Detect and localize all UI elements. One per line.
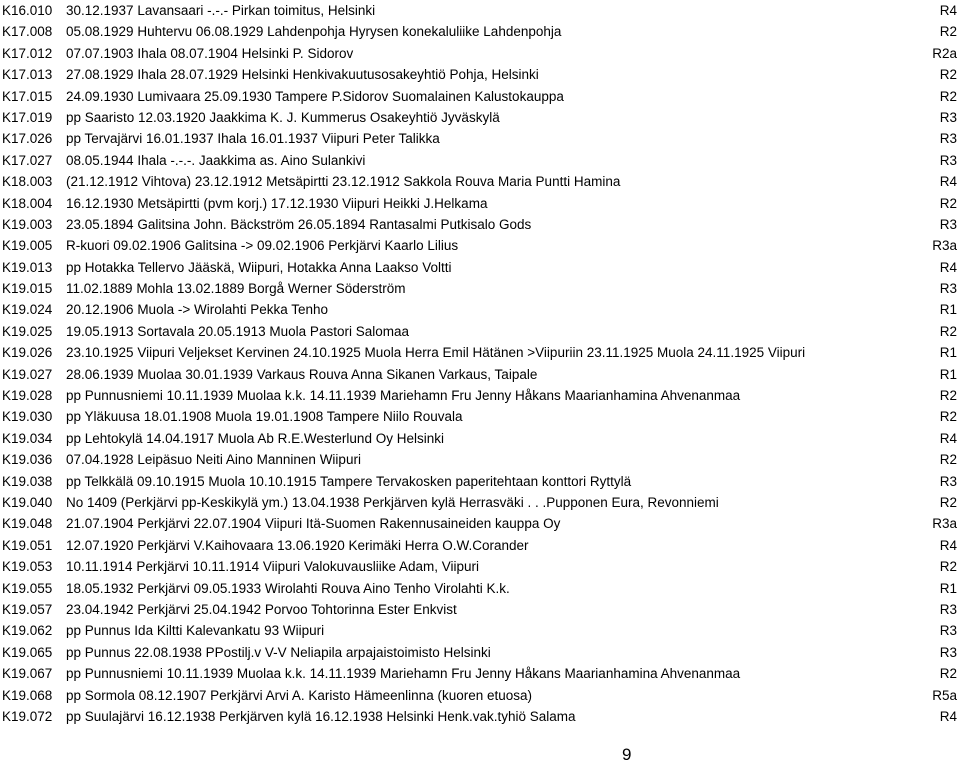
item-code: K19.015 — [2, 281, 53, 297]
item-rarity: R3 — [939, 281, 957, 297]
catalog-row — [0, 235, 960, 256]
item-description: pp Telkkälä 09.10.1915 Muola 10.10.1915 Tampere Tervakosken paperitehtaan konttori Ryttylä — [66, 473, 632, 489]
item-description: pp Punnus 22.08.1938 PPostilj.v V-V Neliapila arpajaistoimisto Helsinki — [66, 644, 491, 660]
item-rarity: R1 — [939, 366, 957, 382]
catalog-row — [0, 150, 960, 171]
item-code: K17.026 — [2, 131, 53, 147]
item-description: 23.05.1894 Galitsina John. Bäckström 26.05.1894 Rantasalmi Putkisalo Gods — [66, 216, 532, 232]
catalog-row — [0, 171, 960, 192]
item-code: K17.027 — [2, 152, 53, 168]
catalog-row — [0, 471, 960, 492]
item-description: 08.05.1944 Ihala -.-.-. Jaakkima as. Aino Sulankivi — [66, 152, 366, 168]
item-rarity: R3a — [932, 238, 957, 254]
item-code: K19.051 — [2, 537, 53, 553]
catalog-row — [0, 706, 960, 727]
catalog-row — [0, 107, 960, 128]
item-rarity: R2a — [932, 45, 957, 61]
item-rarity: R1 — [939, 580, 957, 596]
item-description: 19.05.1913 Sortavala 20.05.1913 Muola Pastori Salomaa — [66, 323, 409, 339]
item-description: 18.05.1932 Perkjärvi 09.05.1933 Wirolahti Rouva Aino Tenho Virolahti K.k. — [66, 580, 510, 596]
item-rarity: R3 — [939, 623, 957, 639]
item-description: No 1409 (Perkjärvi pp-Keskikylä ym.) 13.04.1938 Perkjärven kylä Herrasväki . . .Pupponen Eura, Revonniemi — [66, 494, 719, 510]
item-rarity: R2 — [939, 323, 957, 339]
item-rarity: R2 — [939, 409, 957, 425]
catalog-row — [0, 599, 960, 620]
item-description: 21.07.1904 Perkjärvi 22.07.1904 Viipuri Itä-Suomen Rakennusaineiden kauppa Oy — [66, 516, 561, 532]
item-description: 16.12.1930 Metsäpirtti (pvm korj.) 17.12.1930 Viipuri Heikki J.Helkama — [66, 195, 488, 211]
item-rarity: R4 — [939, 430, 957, 446]
catalog-row — [0, 21, 960, 42]
catalog-row — [0, 0, 960, 21]
item-rarity: R5a — [932, 687, 957, 703]
item-code: K19.048 — [2, 516, 53, 532]
catalog-row — [0, 278, 960, 299]
item-rarity: R3 — [939, 473, 957, 489]
item-description: 07.04.1928 Leipäsuo Neiti Aino Manninen Wiipuri — [66, 452, 361, 468]
item-code: K19.034 — [2, 430, 53, 446]
item-description: pp Yläkuusa 18.01.1908 Muola 19.01.1908 Tampere Niilo Rouvala — [66, 409, 463, 425]
catalog-row — [0, 642, 960, 663]
item-description: 28.06.1939 Muolaa 30.01.1939 Varkaus Rouva Anna Sikanen Varkaus, Taipale — [66, 366, 538, 382]
item-description: R-kuori 09.02.1906 Galitsina -> 09.02.1906 Perkjärvi Kaarlo Lilius — [66, 238, 459, 254]
item-rarity: R4 — [939, 537, 957, 553]
item-rarity: R2 — [939, 559, 957, 575]
item-code: K17.019 — [2, 109, 53, 125]
catalog-row — [0, 492, 960, 513]
page-number: 9 — [622, 745, 632, 764]
catalog-row — [0, 449, 960, 470]
item-rarity: R4 — [939, 259, 957, 275]
item-description: 11.02.1889 Mohla 13.02.1889 Borgå Werner Söderström — [66, 281, 406, 297]
item-description: 30.12.1937 Lavansaari -.-.- Pirkan toimitus, Helsinki — [66, 3, 376, 18]
item-code: K17.015 — [2, 88, 53, 104]
item-code: K18.003 — [2, 174, 53, 190]
item-rarity: R4 — [939, 174, 957, 190]
item-rarity: R2 — [939, 666, 957, 682]
item-rarity: R2 — [939, 88, 957, 104]
item-rarity: R3 — [939, 601, 957, 617]
catalog-row — [0, 406, 960, 427]
catalog-row — [0, 535, 960, 556]
item-rarity: R1 — [939, 302, 957, 318]
item-rarity: R1 — [939, 345, 957, 361]
item-code: K19.055 — [2, 580, 53, 596]
item-description: pp Punnus Ida Kiltti Kalevankatu 93 Wiipuri — [66, 623, 325, 639]
catalog-row — [0, 86, 960, 107]
item-code: K17.013 — [2, 67, 53, 83]
catalog-row — [0, 364, 960, 385]
item-rarity: R2 — [939, 452, 957, 468]
item-code: K19.053 — [2, 559, 53, 575]
item-code: K19.030 — [2, 409, 53, 425]
catalog-row — [0, 299, 960, 320]
item-description: pp Tervajärvi 16.01.1937 Ihala 16.01.1937 Viipuri Peter Talikka — [66, 131, 440, 147]
catalog-row — [0, 685, 960, 706]
catalog-row — [0, 257, 960, 278]
item-code: K19.027 — [2, 366, 53, 382]
item-description: pp Suulajärvi 16.12.1938 Perkjärven kylä 16.12.1938 Helsinki Henk.vak.tyhiö Salama — [66, 708, 576, 724]
item-description: pp Punnusniemi 10.11.1939 Muolaa k.k. 14.11.1939 Mariehamn Fru Jenny Håkans Maarianhamina Ahvenanmaa — [66, 388, 741, 404]
item-code: K19.068 — [2, 687, 53, 703]
catalog-row — [0, 128, 960, 149]
item-rarity: R2 — [939, 195, 957, 211]
item-rarity: R2 — [939, 67, 957, 83]
item-rarity: R3a — [932, 516, 957, 532]
item-description: 12.07.1920 Perkjärvi V.Kaihovaara 13.06.1920 Kerimäki Herra O.W.Corander — [66, 537, 529, 553]
item-code: K19.040 — [2, 494, 53, 510]
item-code: K17.008 — [2, 24, 53, 40]
catalog-row — [0, 513, 960, 534]
item-code: K19.072 — [2, 708, 53, 724]
item-code: K19.005 — [2, 238, 53, 254]
item-code: K18.004 — [2, 195, 53, 211]
catalog-row — [0, 321, 960, 342]
item-rarity: R3 — [939, 131, 957, 147]
item-rarity: R2 — [939, 494, 957, 510]
item-rarity: R4 — [939, 708, 957, 724]
item-description: 20.12.1906 Muola -> Wirolahti Pekka Tenho — [66, 302, 329, 318]
item-rarity: R3 — [939, 109, 957, 125]
item-rarity: R4 — [939, 3, 957, 18]
catalog-row — [0, 428, 960, 449]
item-description: 07.07.1903 Ihala 08.07.1904 Helsinki P. Sidorov — [66, 45, 354, 61]
item-code: K19.062 — [2, 623, 53, 639]
catalog-row — [0, 556, 960, 577]
item-rarity: R3 — [939, 644, 957, 660]
item-description: pp Punnusniemi 10.11.1939 Muolaa k.k. 14.11.1939 Mariehamn Fru Jenny Håkans Maarianhamina Ahvenanmaa — [66, 666, 741, 682]
item-code: K19.003 — [2, 216, 53, 232]
item-code: K19.038 — [2, 473, 53, 489]
item-description: 23.04.1942 Perkjärvi 25.04.1942 Porvoo Tohtorinna Ester Enkvist — [66, 601, 457, 617]
item-description: 27.08.1929 Ihala 28.07.1929 Helsinki Henkivakuutusosakeyhtiö Pohja, Helsinki — [66, 67, 539, 83]
catalog-row — [0, 620, 960, 641]
item-description: 24.09.1930 Lumivaara 25.09.1930 Tampere P.Sidorov Suomalainen Kalustokauppa — [66, 88, 564, 104]
item-description: pp Lehtokylä 14.04.1917 Muola Ab R.E.Westerlund Oy Helsinki — [66, 430, 444, 446]
item-description: pp Saaristo 12.03.1920 Jaakkima K. J. Kummerus Osakeyhtiö Jyväskylä — [66, 109, 500, 125]
item-code: K16.010 — [2, 3, 53, 18]
catalog-row — [0, 64, 960, 85]
item-description: 05.08.1929 Huhtervu 06.08.1929 Lahdenpohja Hyrysen konekaluliike Lahdenpohja — [66, 24, 562, 40]
catalog-row — [0, 663, 960, 684]
item-rarity: R3 — [939, 152, 957, 168]
item-code: K19.024 — [2, 302, 53, 318]
item-code: K19.026 — [2, 345, 53, 361]
item-description: pp Hotakka Tellervo Jääskä, Wiipuri, Hotakka Anna Laakso Voltti — [66, 259, 452, 275]
item-code: K19.067 — [2, 666, 53, 682]
catalog-row — [0, 342, 960, 363]
item-code: K17.012 — [2, 45, 53, 61]
item-code: K19.065 — [2, 644, 53, 660]
catalog-row — [0, 43, 960, 64]
item-code: K19.025 — [2, 323, 53, 339]
catalog-row — [0, 193, 960, 214]
item-description: 10.11.1914 Perkjärvi 10.11.1914 Viipuri Valokuvausliike Adam, Viipuri — [66, 559, 480, 575]
item-code: K19.028 — [2, 388, 53, 404]
catalog-row — [0, 578, 960, 599]
item-code: K19.057 — [2, 601, 53, 617]
item-description: 23.10.1925 Viipuri Veljekset Kervinen 24.10.1925 Muola Herra Emil Hätänen >Viipuriin 23.11.1925 Muola 24.11.1925 Viipuri — [66, 345, 806, 361]
item-rarity: R3 — [939, 216, 957, 232]
item-code: K19.036 — [2, 452, 53, 468]
item-rarity: R2 — [939, 24, 957, 40]
item-code: K19.013 — [2, 259, 53, 275]
catalog-row — [0, 385, 960, 406]
catalog-row — [0, 214, 960, 235]
item-rarity: R2 — [939, 388, 957, 404]
item-description: pp Sormola 08.12.1907 Perkjärvi Arvi A. Karisto Hämeenlinna (kuoren etuosa) — [66, 687, 533, 703]
item-description: (21.12.1912 Vihtova) 23.12.1912 Metsäpirtti 23.12.1912 Sakkola Rouva Maria Puntti Hamina — [66, 174, 621, 190]
